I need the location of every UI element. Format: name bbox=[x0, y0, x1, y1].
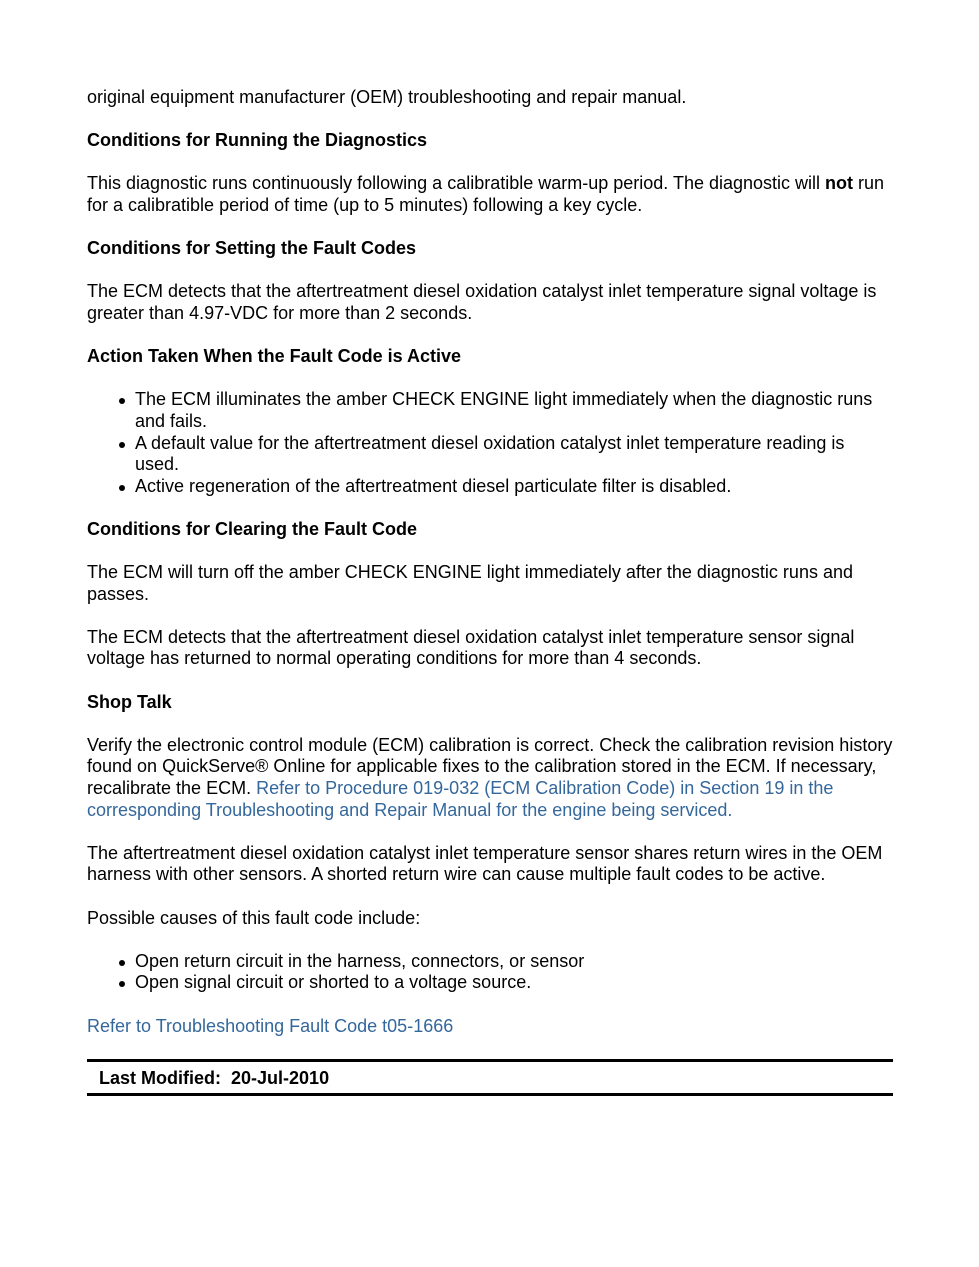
last-modified-label: Last Modified: bbox=[99, 1067, 221, 1088]
fault-code-t05-1666-link[interactable]: Refer to Troubleshooting Fault Code t05-1666 bbox=[87, 1015, 454, 1036]
shoptalk-heading: Shop Talk bbox=[87, 691, 172, 712]
list-item: Open signal circuit or shorted to a voltage source. bbox=[135, 972, 893, 994]
document-page bbox=[87, 87, 893, 1096]
shoptalk-text-3: Possible causes of this fault code include: bbox=[87, 907, 421, 928]
clearing-text-1: The ECM will turn off the amber CHECK ENGINE light immediately after the diagnostic runs and passes. bbox=[87, 562, 853, 604]
action-list bbox=[87, 389, 893, 497]
running-text-bold: not bbox=[825, 173, 854, 194]
last-modified-footer bbox=[87, 1059, 893, 1097]
running-text bbox=[87, 173, 893, 216]
last-modified-date: 20-Jul-2010 bbox=[231, 1067, 330, 1088]
shoptalk-text-1 bbox=[87, 735, 893, 821]
running-text-before: This diagnostic runs continuously following a calibratible warm-up period. The diagnostic will bbox=[87, 173, 826, 194]
list-item: Active regeneration of the aftertreatment diesel particulate filter is disabled. bbox=[135, 476, 893, 498]
shoptalk-text-1-body: Verify the electronic control module (ECM) calibration is correct. Check the calibration revision history found on QuickServe® Online for applicable fixes to the calibration stored in the ECM. If necessary, recalibrate the ECM. bbox=[87, 734, 893, 798]
causes-list bbox=[87, 951, 893, 994]
intro-text: original equipment manufacturer (OEM) troubleshooting and repair manual. bbox=[87, 87, 687, 107]
setting-heading: Conditions for Setting the Fault Codes bbox=[87, 238, 416, 259]
setting-text: The ECM detects that the aftertreatment diesel oxidation catalyst inlet temperature signal voltage is greater than 4.97-VDC for more than 2 seconds. bbox=[87, 281, 877, 323]
list-item: The ECM illuminates the amber CHECK ENGINE light immediately when the diagnostic runs and fails. bbox=[135, 389, 893, 432]
fault-code-link-paragraph bbox=[87, 1016, 893, 1038]
list-item: Open return circuit in the harness, connectors, or sensor bbox=[135, 951, 893, 973]
running-text-after: run for a calibratible period of time (up to 5 minutes) following a key cycle. bbox=[87, 173, 885, 215]
shoptalk-text-2: The aftertreatment diesel oxidation catalyst inlet temperature sensor shares return wires in the OEM harness with other sensors. A shorted return wire can cause multiple fault codes to be active. bbox=[87, 842, 883, 885]
clearing-text-2: The ECM detects that the aftertreatment diesel oxidation catalyst inlet temperature sensor signal voltage has returned to normal operating conditions for more than 4 seconds. bbox=[87, 626, 855, 669]
action-heading: Action Taken When the Fault Code is Active bbox=[87, 346, 462, 367]
clearing-heading: Conditions for Clearing the Fault Code bbox=[87, 518, 417, 539]
procedure-019-032-link[interactable]: Refer to Procedure 019-032 (ECM Calibration Code) in Section 19 in the corresponding Troubleshooting and Repair Manual for the engine being serviced. bbox=[87, 778, 834, 820]
running-heading: Conditions for Running the Diagnostics bbox=[87, 130, 427, 151]
list-item: A default value for the aftertreatment diesel oxidation catalyst inlet temperature reading is used. bbox=[135, 433, 893, 476]
